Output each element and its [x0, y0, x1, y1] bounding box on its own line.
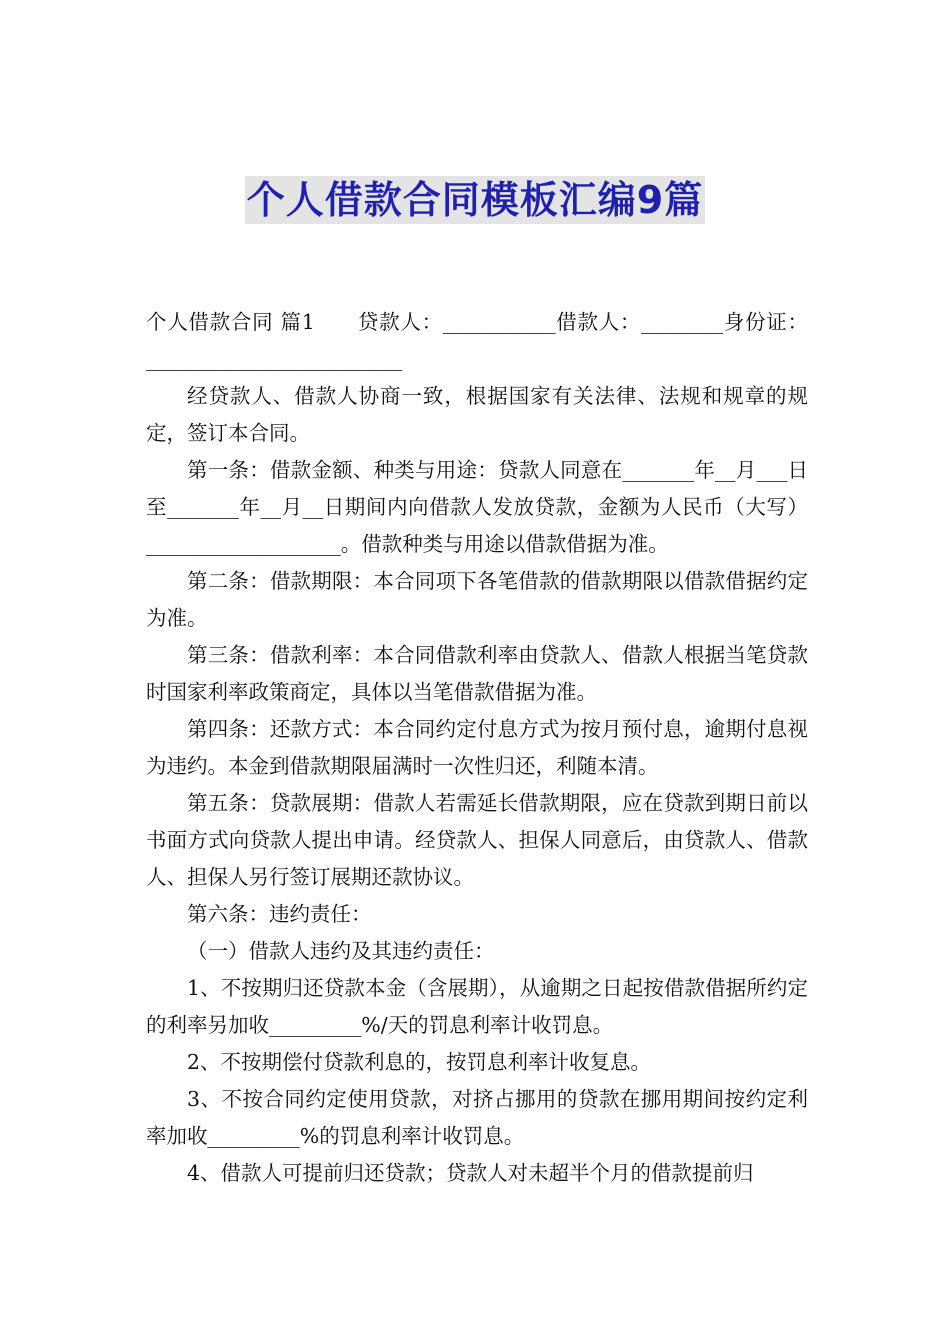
paragraph-article-2: 第二条：借款期限：本合同项下各笔借款的借款期限以借款借据约定为准。	[146, 569, 808, 630]
paragraph-article-5: 第五条：贷款展期：借款人若需延长借款期限，应在贷款到期日前以书面方式向贷款人提出申请。经贷款人、担保人同意后，由贷款人、借款人、担保人另行签订展期还款协议。	[146, 791, 808, 889]
paragraph-heading-parties: 个人借款合同 篇1 贷款人：___________借款人：________身份证：_________________________	[146, 310, 808, 371]
paragraph-preamble: 经贷款人、借款人协商一致，根据国家有关法律、法规和规章的规定，签订本合同。	[146, 384, 808, 445]
paragraph-article-6: 第六条：违约责任：	[187, 902, 372, 926]
paragraph-section-1: （一）借款人违约及其违约责任：	[187, 939, 495, 963]
document-title: 个人借款合同模板汇编9篇	[246, 178, 704, 222]
paragraph-item-1: 1、不按期归还贷款本金（含展期），从逾期之日起按借款借据所约定的利率另加收_________%/天的罚息利率计收罚息。	[146, 976, 808, 1037]
paragraph-article-3: 第三条：借款利率：本合同借款利率由贷款人、借款人根据当笔贷款时国家利率政策商定，具体以当笔借款借据为准。	[146, 643, 808, 704]
paragraph-article-4: 第四条：还款方式：本合同约定付息方式为按月预付息，逾期付息视为违约。本金到借款期限届满时一次性归还，利随本清。	[146, 717, 808, 778]
paragraph-item-3: 3、不按合同约定使用贷款，对挤占挪用的贷款在挪用期间按约定利率加收_________%的罚息利率计收罚息。	[146, 1087, 808, 1148]
title-area	[0, 176, 950, 224]
paragraph-item-2: 2、不按期偿付贷款利息的，按罚息利率计收复息。	[187, 1050, 652, 1074]
paragraph-item-4: 4、借款人可提前归还贷款；贷款人对未超半个月的借款提前归	[187, 1161, 754, 1185]
paragraph-article-1: 第一条：借款金额、种类与用途：贷款人同意在_______年__月___日至_______年__月__日期间内向借款人发放贷款，金额为人民币（大写）___________________。借款种类与用途以借款借据为准。	[146, 458, 808, 556]
document-body	[146, 304, 808, 1192]
